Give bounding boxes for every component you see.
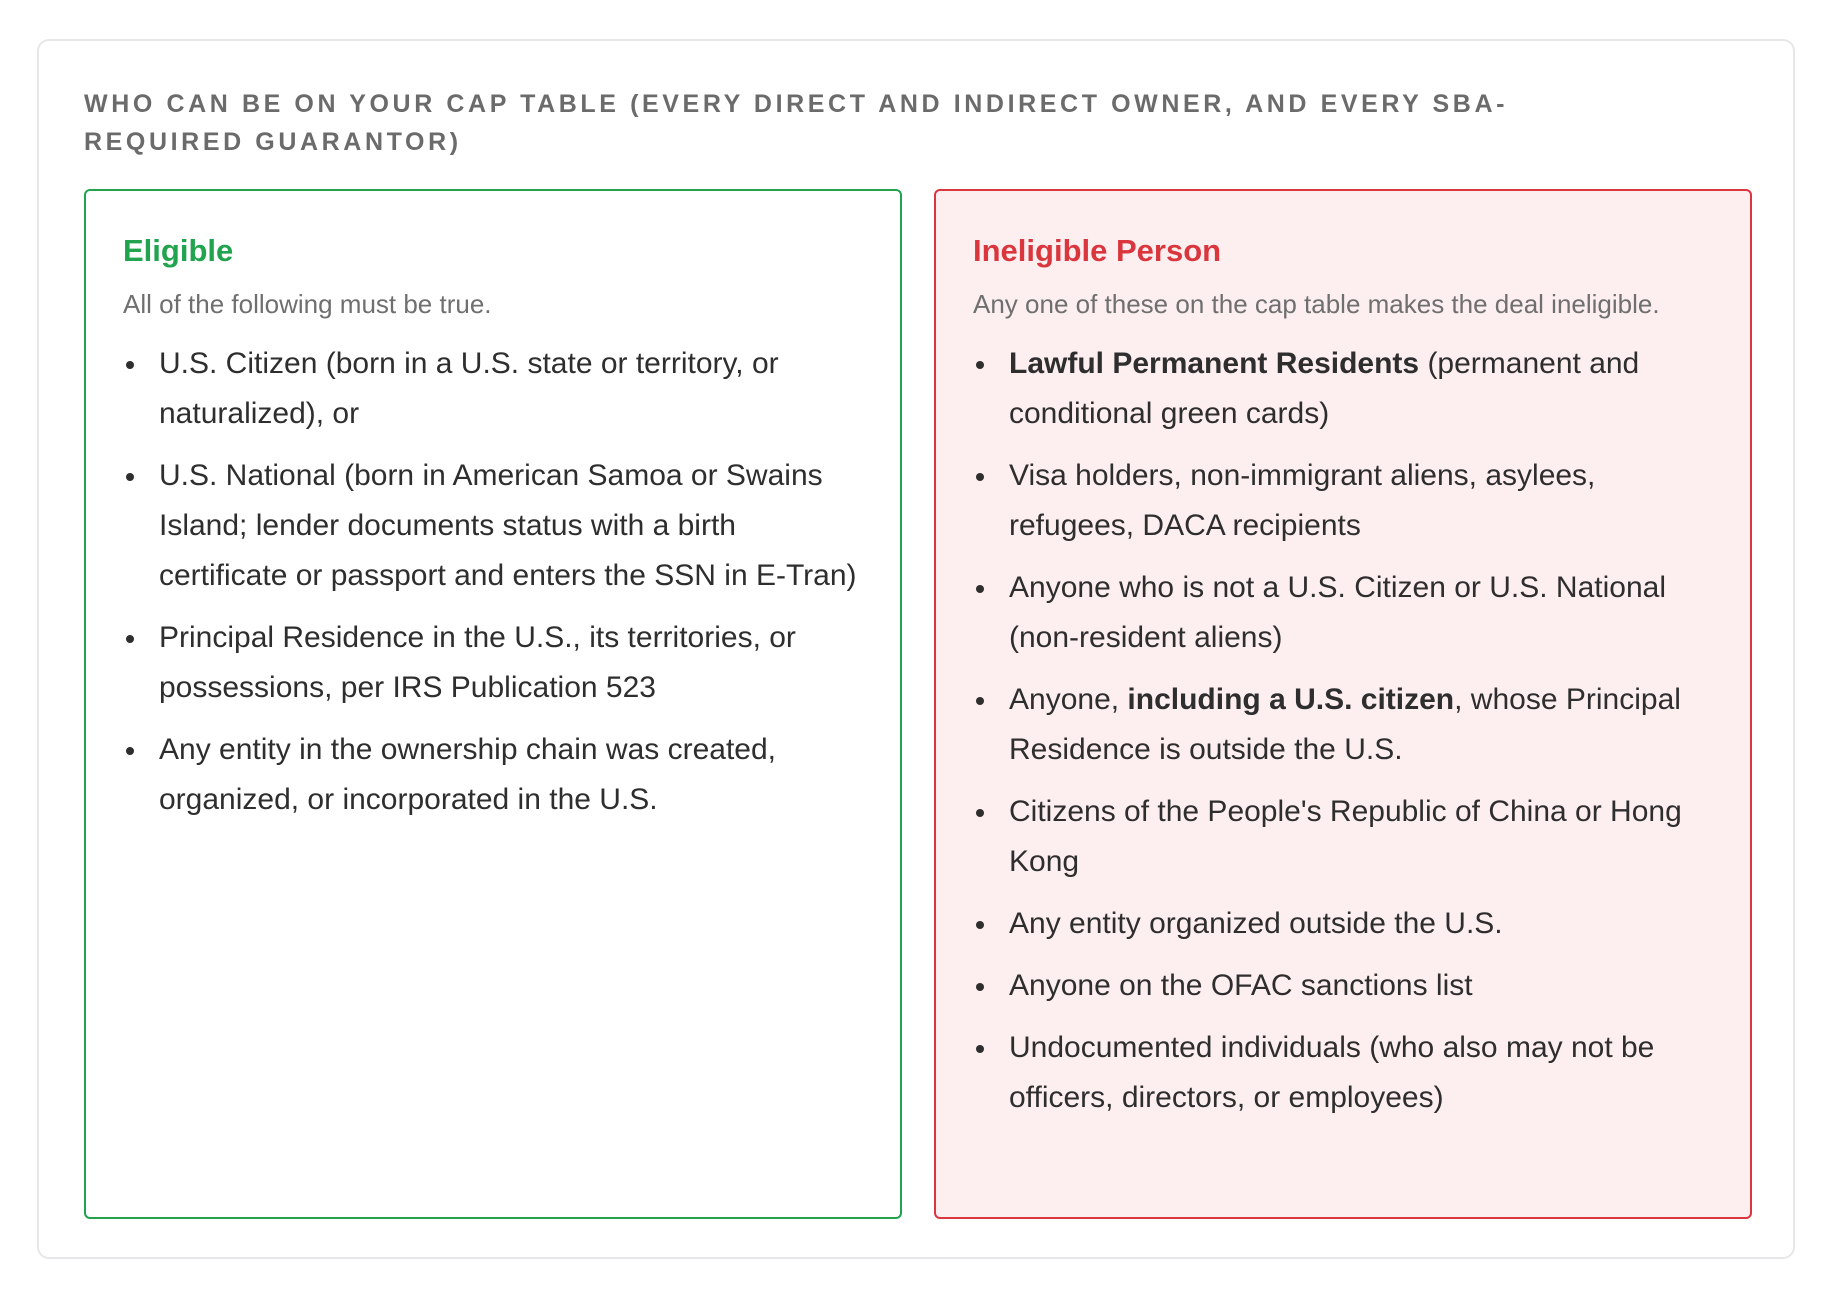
eligible-list (123, 339, 870, 825)
bullet-icon (976, 809, 984, 817)
ineligible-item-text: Anyone on the OFAC sanctions list (1009, 969, 1473, 1002)
ineligible-item-text: Citizens of the People's Republic of China or Hong Kong (1009, 795, 1682, 878)
eligible-item (123, 451, 870, 601)
ineligible-item (973, 451, 1720, 551)
ineligible-item (973, 787, 1720, 887)
ineligible-item (973, 563, 1720, 663)
ineligible-item-text: Undocumented individuals (who also may not be officers, directors, or employees) (1009, 1031, 1655, 1114)
eligible-item-text: Principal Residence in the U.S., its territories, or possessions, per IRS Publication 523 (159, 621, 796, 704)
ineligible-item-text: Anyone who is not a U.S. Citizen or U.S. National (non-resident aliens) (1009, 571, 1666, 654)
bullet-icon (976, 1045, 984, 1053)
bullet-icon (976, 983, 984, 991)
eligible-subtitle: All of the following must be true. (123, 289, 492, 319)
eligible-item-text: U.S. Citizen (born in a U.S. state or territory, or naturalized), or (159, 347, 779, 430)
bullet-icon (126, 635, 134, 643)
ineligible-subtitle: Any one of these on the cap table makes the deal ineligible. (973, 289, 1660, 319)
ineligible-item-text: (permanent and conditional green cards) (1009, 347, 1640, 430)
eligible-item (123, 613, 870, 713)
ineligible-item (973, 899, 1720, 949)
ineligible-item (973, 961, 1720, 1011)
ineligible-list (973, 339, 1720, 1123)
bullet-icon (976, 473, 984, 481)
eligible-panel (84, 189, 902, 1219)
eligible-item (123, 725, 870, 825)
ineligible-panel (934, 189, 1752, 1219)
bullet-icon (976, 585, 984, 593)
bullet-icon (976, 921, 984, 929)
bullet-icon (976, 697, 984, 705)
ineligible-item (973, 339, 1720, 439)
bullet-icon (976, 361, 984, 369)
eligible-title: Eligible (123, 233, 234, 268)
eligible-item-text: Any entity in the ownership chain was created, organized, or incorporated in the U.S. (159, 733, 777, 816)
ineligible-item-pre: Anyone, (1009, 683, 1128, 716)
bullet-icon (126, 747, 134, 755)
bullet-icon (126, 473, 134, 481)
eligible-item (123, 339, 870, 439)
bullet-icon (126, 361, 134, 369)
cap-table-eligibility-card (37, 39, 1795, 1259)
ineligible-item (973, 675, 1720, 775)
ineligible-item-text: Any entity organized outside the U.S. (1009, 907, 1503, 940)
ineligible-item-bold: Lawful Permanent Residents (1009, 347, 1420, 380)
section-heading: WHO CAN BE ON YOUR CAP TABLE (EVERY DIRECT AND INDIRECT OWNER, AND EVERY SBA-REQUIRED GUARANTOR) (84, 90, 1509, 156)
ineligible-item (973, 1023, 1720, 1123)
eligible-item-text: U.S. National (born in American Samoa or Swains Island; lender documents status with a birth certificate or passport and enters the SSN in E-Tran) (159, 459, 857, 592)
ineligible-item-bold: including a U.S. citizen (1127, 683, 1455, 716)
ineligible-item-text: , whose Principal Residence is outside the U.S. (1009, 683, 1681, 766)
ineligible-title: Ineligible Person (973, 233, 1222, 268)
ineligible-item-text: Visa holders, non-immigrant aliens, asylees, refugees, DACA recipients (1009, 459, 1596, 542)
